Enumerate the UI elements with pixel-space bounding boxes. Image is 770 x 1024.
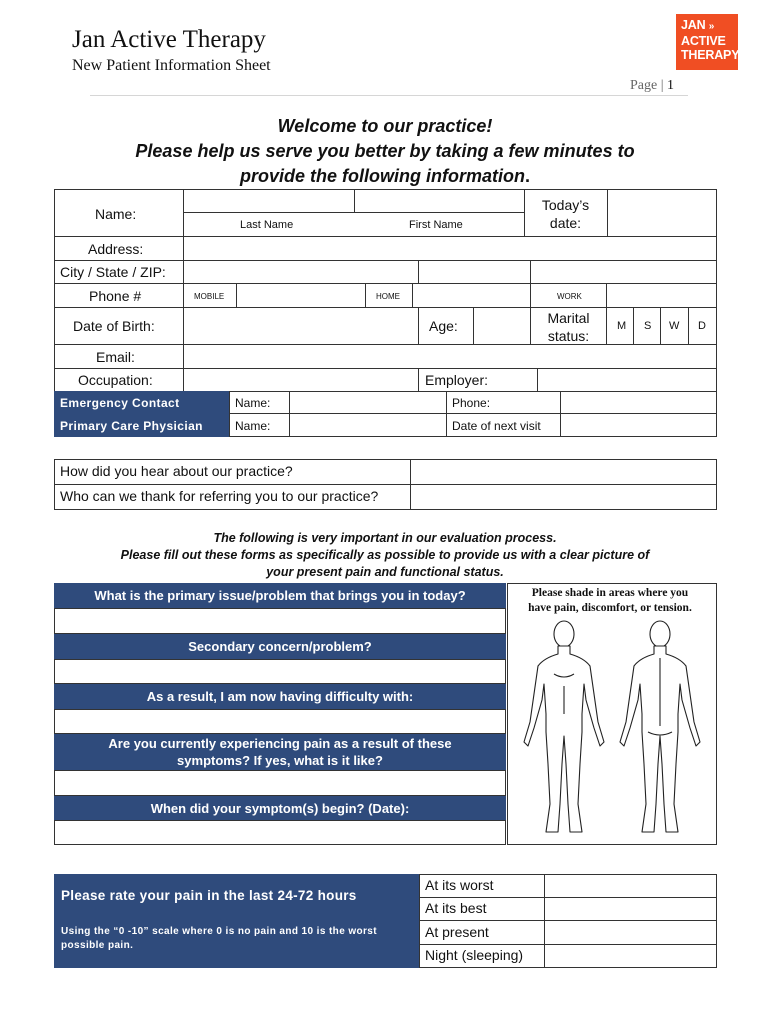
logo-line-2: ACTIVE — [681, 34, 726, 48]
logo-line-1: JAN » — [681, 18, 715, 32]
pain-rating-panel — [54, 874, 420, 968]
front-body-figure — [524, 621, 604, 832]
name-label: Name: — [95, 206, 137, 222]
next-visit-label: Date of next visit — [452, 419, 541, 433]
mobile-caption: MOBILE — [194, 292, 225, 301]
employer-label: Employer: — [425, 372, 489, 388]
referral-question-1: How did you hear about our practice? — [60, 463, 293, 479]
occupation-field[interactable] — [183, 368, 419, 392]
pain-question-line-1: Are you currently experiencing pain as a result of these — [108, 736, 452, 751]
welcome-line-2: Please help us serve you better by taking a few minutes to — [135, 141, 635, 161]
page-label: Page — [630, 78, 658, 93]
pcp-name-label: Name: — [235, 419, 271, 433]
state-field[interactable] — [418, 260, 531, 284]
welcome-message — [0, 114, 770, 189]
primary-issue-question: What is the primary issue/problem that brings you in today? — [54, 583, 506, 608]
marital-m: M — [617, 320, 627, 332]
last-name-field[interactable] — [183, 189, 355, 213]
home-phone-field[interactable] — [412, 283, 531, 308]
primary-care-label: Primary Care Physician — [54, 414, 230, 437]
ec-phone-label: Phone: — [452, 396, 491, 410]
pain-answer[interactable] — [54, 770, 506, 796]
home-caption: HOME — [376, 292, 400, 301]
pain-worst-field[interactable] — [544, 874, 717, 898]
phone-label: Phone # — [89, 288, 142, 304]
evaluation-note — [0, 530, 770, 581]
marital-status-label: Marital status: — [547, 310, 590, 344]
symptom-start-question: When did your symptom(s) begin? (Date): — [54, 796, 506, 820]
occupation-label: Occupation: — [78, 372, 153, 388]
secondary-concern-answer[interactable] — [54, 659, 506, 684]
pain-rating-title: Please rate your pain in the last 24-72 hours — [61, 888, 357, 903]
back-body-figure — [620, 621, 700, 832]
ec-phone-field[interactable] — [560, 391, 717, 414]
pain-question-line-2: symptoms? If yes, what is it like? — [177, 753, 383, 768]
ec-name-label: Name: — [235, 396, 271, 410]
pain-night-label: Night (sleeping) — [425, 947, 524, 963]
page-separator: | — [660, 78, 664, 93]
symptom-start-answer[interactable] — [54, 820, 506, 845]
marital-w: W — [669, 320, 680, 332]
age-field[interactable] — [473, 307, 531, 345]
difficulty-question: As a result, I am now having difficulty with: — [54, 684, 506, 709]
practice-title: Jan Active Therapy — [72, 26, 266, 53]
email-field[interactable] — [183, 344, 717, 369]
pain-worst-label: At its worst — [425, 877, 494, 893]
referral-answer-1[interactable] — [410, 459, 717, 485]
welcome-line-3: provide the following information. — [239, 166, 530, 186]
pain-scale-description: Using the “0 -10” scale where 0 is no pain and 10 is the worst possible pain. — [61, 926, 378, 951]
last-name-caption: Last Name — [240, 219, 294, 231]
welcome-line-1: Welcome to our practice! — [277, 116, 493, 136]
todays-date-field[interactable] — [607, 189, 717, 237]
brand-logo — [676, 14, 738, 70]
age-label: Age: — [429, 318, 458, 334]
marital-d: D — [698, 320, 706, 332]
dob-field[interactable] — [183, 307, 419, 345]
page-number-value: 1 — [667, 78, 675, 93]
form-subtitle: New Patient Information Sheet — [72, 57, 271, 74]
work-phone-field[interactable] — [606, 283, 717, 308]
first-name-caption: First Name — [409, 219, 463, 231]
pcp-name-field[interactable] — [289, 413, 447, 437]
next-visit-field[interactable] — [560, 413, 717, 437]
referral-question-2: Who can we thank for referring you to our practice? — [60, 488, 379, 504]
primary-issue-answer[interactable] — [54, 608, 506, 634]
ec-name-field[interactable] — [289, 391, 447, 414]
zip-field[interactable] — [530, 260, 717, 284]
logo-line-3: THERAPY — [681, 48, 740, 62]
marital-s: S — [644, 320, 652, 332]
address-field[interactable] — [183, 236, 717, 261]
evaluation-note-line-1: The following is very important in our evaluation process. — [213, 531, 557, 545]
pain-question — [54, 734, 506, 770]
employer-field[interactable] — [537, 368, 717, 392]
body-diagram[interactable] — [514, 614, 710, 842]
secondary-concern-question: Secondary concern/problem? — [54, 634, 506, 659]
emergency-contact-label: Emergency Contact — [54, 391, 230, 414]
evaluation-note-line-2: Please fill out these forms as specifically as possible to provide us with a clear picture of — [120, 548, 650, 562]
difficulty-answer[interactable] — [54, 709, 506, 734]
email-label: Email: — [96, 349, 135, 365]
city-field[interactable] — [183, 260, 419, 284]
work-caption: WORK — [557, 292, 582, 301]
mobile-phone-field[interactable] — [236, 283, 366, 308]
pain-night-field[interactable] — [544, 944, 717, 968]
city-state-zip-label: City / State / ZIP: — [60, 264, 166, 280]
evaluation-note-line-3: your present pain and functional status. — [266, 565, 504, 579]
pain-present-field[interactable] — [544, 920, 717, 945]
page-number — [630, 78, 674, 94]
dob-label: Date of Birth: — [73, 318, 155, 334]
header-divider — [90, 95, 688, 96]
pain-best-label: At its best — [425, 900, 487, 916]
address-label: Address: — [88, 241, 144, 257]
pain-best-field[interactable] — [544, 897, 717, 921]
referral-answer-2[interactable] — [410, 484, 717, 510]
pain-present-label: At present — [425, 924, 489, 940]
first-name-field[interactable] — [354, 189, 525, 213]
todays-date-label: Today’s date: — [541, 197, 590, 231]
body-chart-instruction: Please shade in areas where you have pain, discomfort, or tension. — [528, 587, 692, 614]
